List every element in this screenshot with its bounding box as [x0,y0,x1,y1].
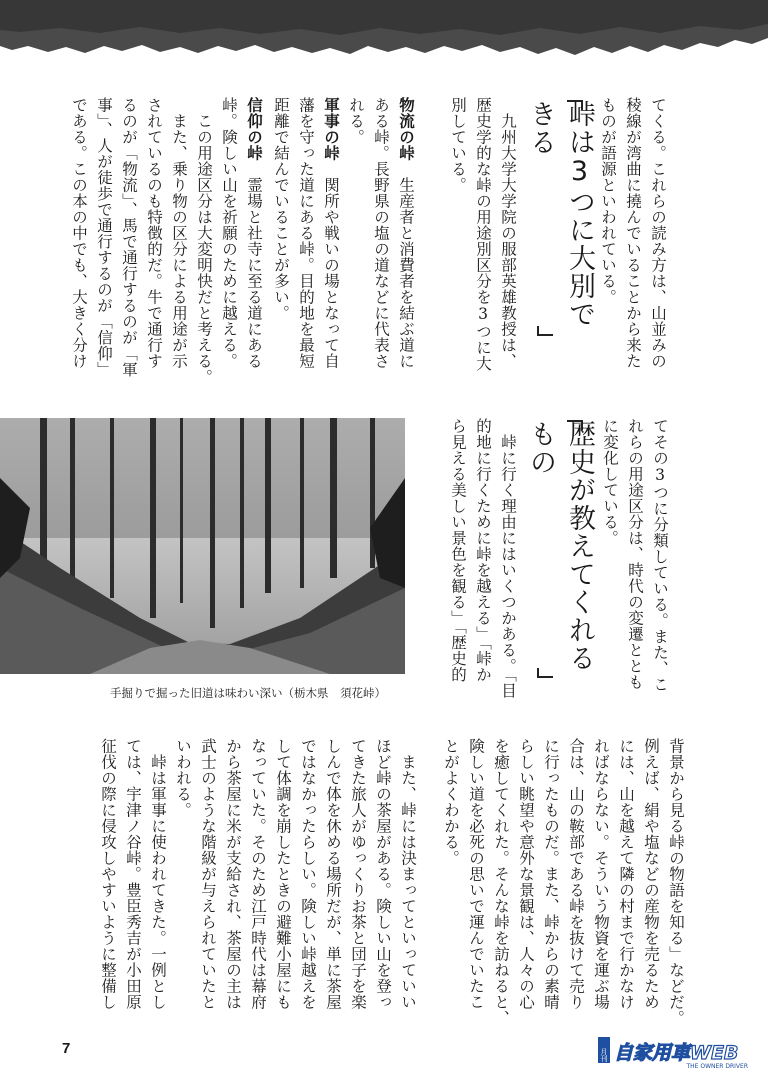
shinko-paragraph [70,97,291,387]
photo-caption: 手掘りで掘った旧道は味わい深い（栃木県 須花峠） [110,686,386,700]
heading2-bracket-bottom [537,668,553,678]
forest-trail-photo [0,418,405,674]
magazine-logo [598,1033,754,1071]
heading-bracket-bottom [537,326,553,336]
section2-intro-text: 峠に行く理由にはいくつかある。「目 的地に行くために峠を越える」「峠か ら見える美しい景色を観る」「歴史的 [449,418,517,699]
torn-paper-header [0,0,768,60]
term-shinko: 信仰の峠 [245,97,263,161]
text-shinko: 霊場と社寺に至る道にある 峠。険しい山を祈願のために越える。 この用途区分は大変明快だと考える。 また、乗り物の区分による用途が示 されているのも特徴的だ。牛で通行す るのが「物流」、馬で通行するのが「軍 事」、人が徒歩で通行するのが「信仰」 である。この本の中でも、大きく分け [70,97,263,385]
term-gunji: 軍事の峠 [322,97,340,161]
term-butsuryu: 物流の峠 [397,97,415,161]
gunji-paragraph [272,97,368,387]
mid-right-text: てその3つに分類している。また、こ れらの用途区分は、時代の変遷ととも に変化している。 [601,418,669,693]
logo-small-text: 月刊 [600,1048,608,1062]
forest-trail-image [0,418,405,674]
top-intro-text: てくる。これらの読み方は、山並みの 稜線が湾曲に撓んでいることから来た ものが語源といわれている。 [599,97,667,369]
text-gunji: 関所や戦いの場となって自 藩を守った道にある峠。目的地を最短 距離で結んでいることが多い。 [272,97,340,369]
text-butsuryu: 生産者と消費者を結ぶ道に ある峠。長野県の塩の道などに代表さ れる。 [347,97,415,369]
section1-intro-text: 九州大学大学院の服部英雄教授は、 歴史学的な峠の用途別区分を3つに大 別している。 [449,97,517,372]
heading-three-types [525,100,595,336]
heading-history-text: 歴史が教えてくれるもの [525,420,595,672]
logo-main-text: 自家用車WEB [614,1042,739,1064]
bottom-right-text: 背景から見る峠の物語を知る」などだ。 例えば、絹や塩などの産物を売るため には、山を越えて隣の村まで行かなけ ればならない。そういう物資を運ぶ場 合は、山の鞍部である峠を抜けて売り に行ったものだ。また、峠からの素晴 らしい眺望や意外な景観は、人々の心 を癒してくれた。そんな峠を訪ねると、 険しい道を必死の思いで運んでいたこ とがよくわかる。 [442,738,685,1026]
heading-three-types-text: 峠は3つに大別できる [525,100,595,328]
heading-history [525,420,595,678]
heading-bracket-top [567,100,583,110]
page-number: 7 [62,1040,71,1057]
bottom-left-text: また、峠には決まってといっていい ほど峠の茶屋がある。険しい山を登っ てきた旅人がゆっくりお茶と団子を楽 しんで体を休める場所だが、単に茶屋 ではなかったらしい。険しい峠越えを して体調を崩したときの避難小屋にも なっていた。そのため江戸時代は幕府 から茶屋に米が支給され、茶屋の主は 武士のような階級が与えられていたと いわれる。 峠は軍事に使われてきた。一例とし ては、宇津ノ谷峠。豊臣秀吉が小田原 征伐の際に侵攻しやすいように整備し [99,738,417,1010]
heading2-bracket-top [567,420,583,430]
butsuryu-paragraph [347,97,443,387]
logo-sub-text: THE OWNER DRIVER [686,1063,748,1070]
